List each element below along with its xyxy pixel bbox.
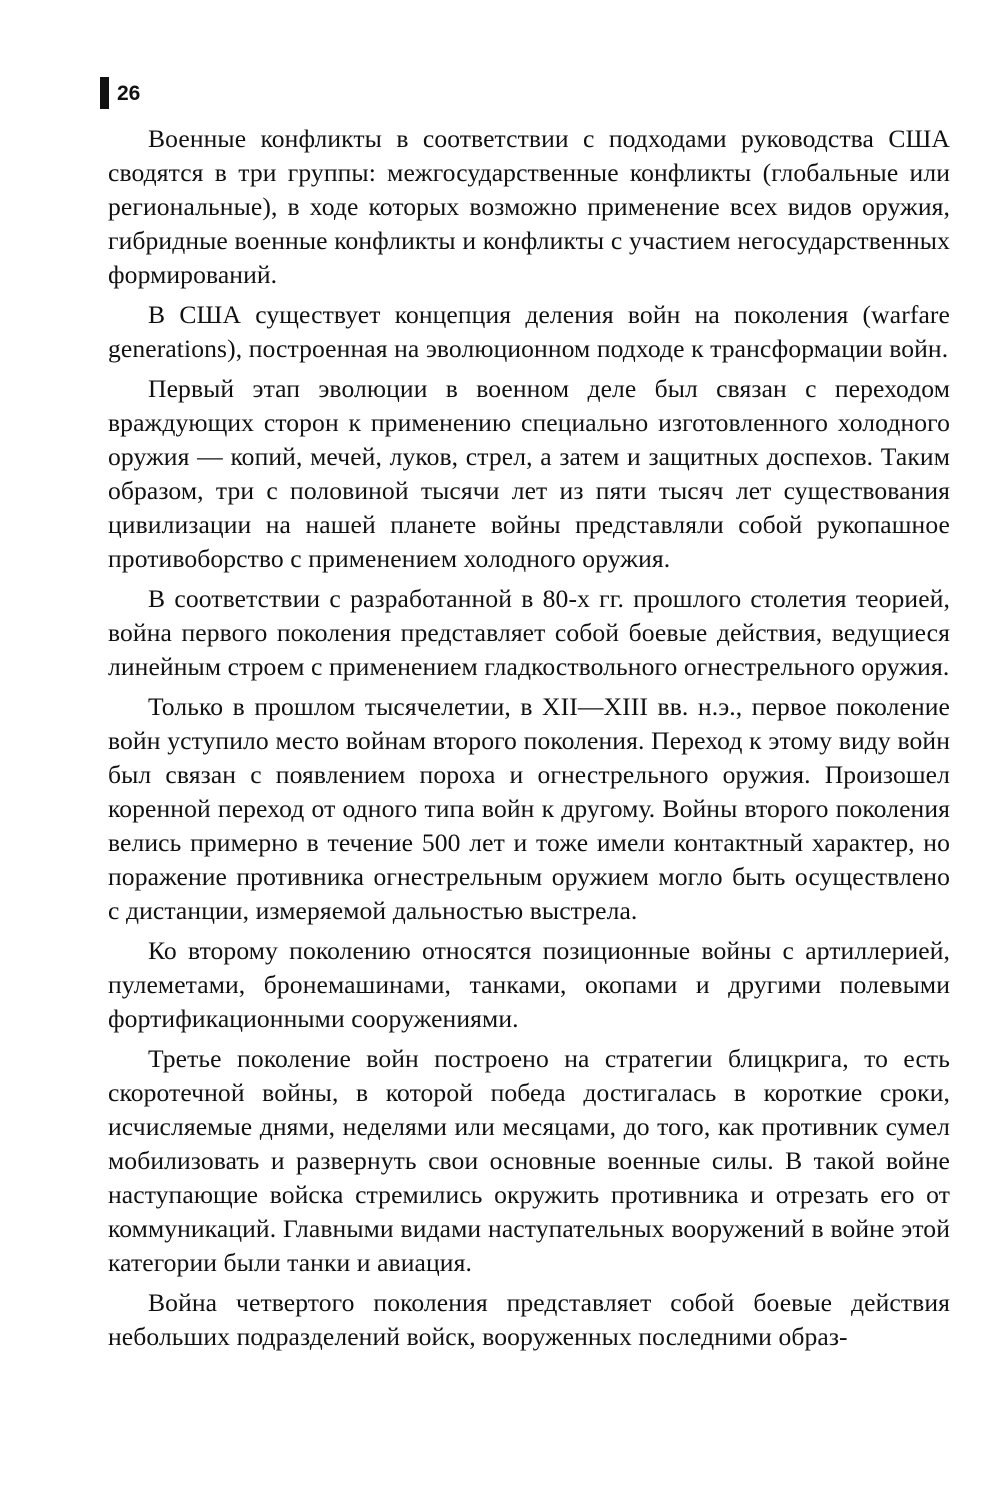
paragraph-1: Военные конфликты в соответствии с подходами руководства США сводятся в три группы: межгосударственные конфликты (глобальные или региональные), в ходе которых возможно применение всех видов оружия, гибридные военные конфликты и конфликты с участием негосударственных формирований. <box>108 124 950 289</box>
paragraph-5: Только в прошлом тысячелетии, в XII—XIII вв. н.э., первое поколение войн уступило место войнам второго поколения. Переход к этому виду войн был связан с появлением пороха и огнестрельного оружия. Произошел коренной переход от одного типа войн к другому. Войны второго поколения велись примерно в течение 500 лет и тоже имели контактный характер, но поражение противника огнестрельным оружием могло быть осуществлено с дистанции, измеряемой дальностью выстрела. <box>108 692 950 925</box>
paragraph-8: Война четвертого поколения представляет собой боевые действия небольших подразделений войск, вооруженных последними образ- <box>108 1288 950 1351</box>
page-body <box>108 122 950 1360</box>
paragraph-2: В США существует концепция деления войн на поколения (warfare generations), построенная на эволюционном подходе к трансформации войн. <box>108 300 950 363</box>
header-marker-bar <box>100 77 109 109</box>
paragraph-3: Первый этап эволюции в военном деле был связан с переходом враждующих сторон к применению специально изготовленного холодного оружия — копий, мечей, луков, стрел, а затем и защитных доспехов. Таким образом, три с половиной тысячи лет из пяти тысяч лет существования цивилизации на нашей планете войны представляли собой рукопашное противоборство с применением холодного оружия. <box>108 374 950 573</box>
page-number: 26 <box>117 81 141 105</box>
paragraph-4: В соответствии с разработанной в 80-х гг. прошлого столетия теорией, война первого поколения представляет собой боевые действия, ведущиеся линейным строем с применением гладкоствольного огнестрельного оружия. <box>108 584 950 681</box>
paragraph-6: Ко второму поколению относятся позиционные войны с артиллерией, пулеметами, бронемашинами, танками, окопами и другими полевыми фортификационными сооружениями. <box>108 936 950 1033</box>
paragraph-7: Третье поколение войн построено на стратегии блицкрига, то есть скоротечной войны, в которой победа достигалась в короткие сроки, исчисляемые днями, неделями или месяцами, до того, как противник сумел мобилизовать и развернуть свои основные военные силы. В такой войне наступающие войска стремились окружить противника и отрезать его от коммуникаций. Главными видами наступательных вооружений в войне этой категории были танки и авиация. <box>108 1044 950 1277</box>
page-header <box>100 76 140 110</box>
